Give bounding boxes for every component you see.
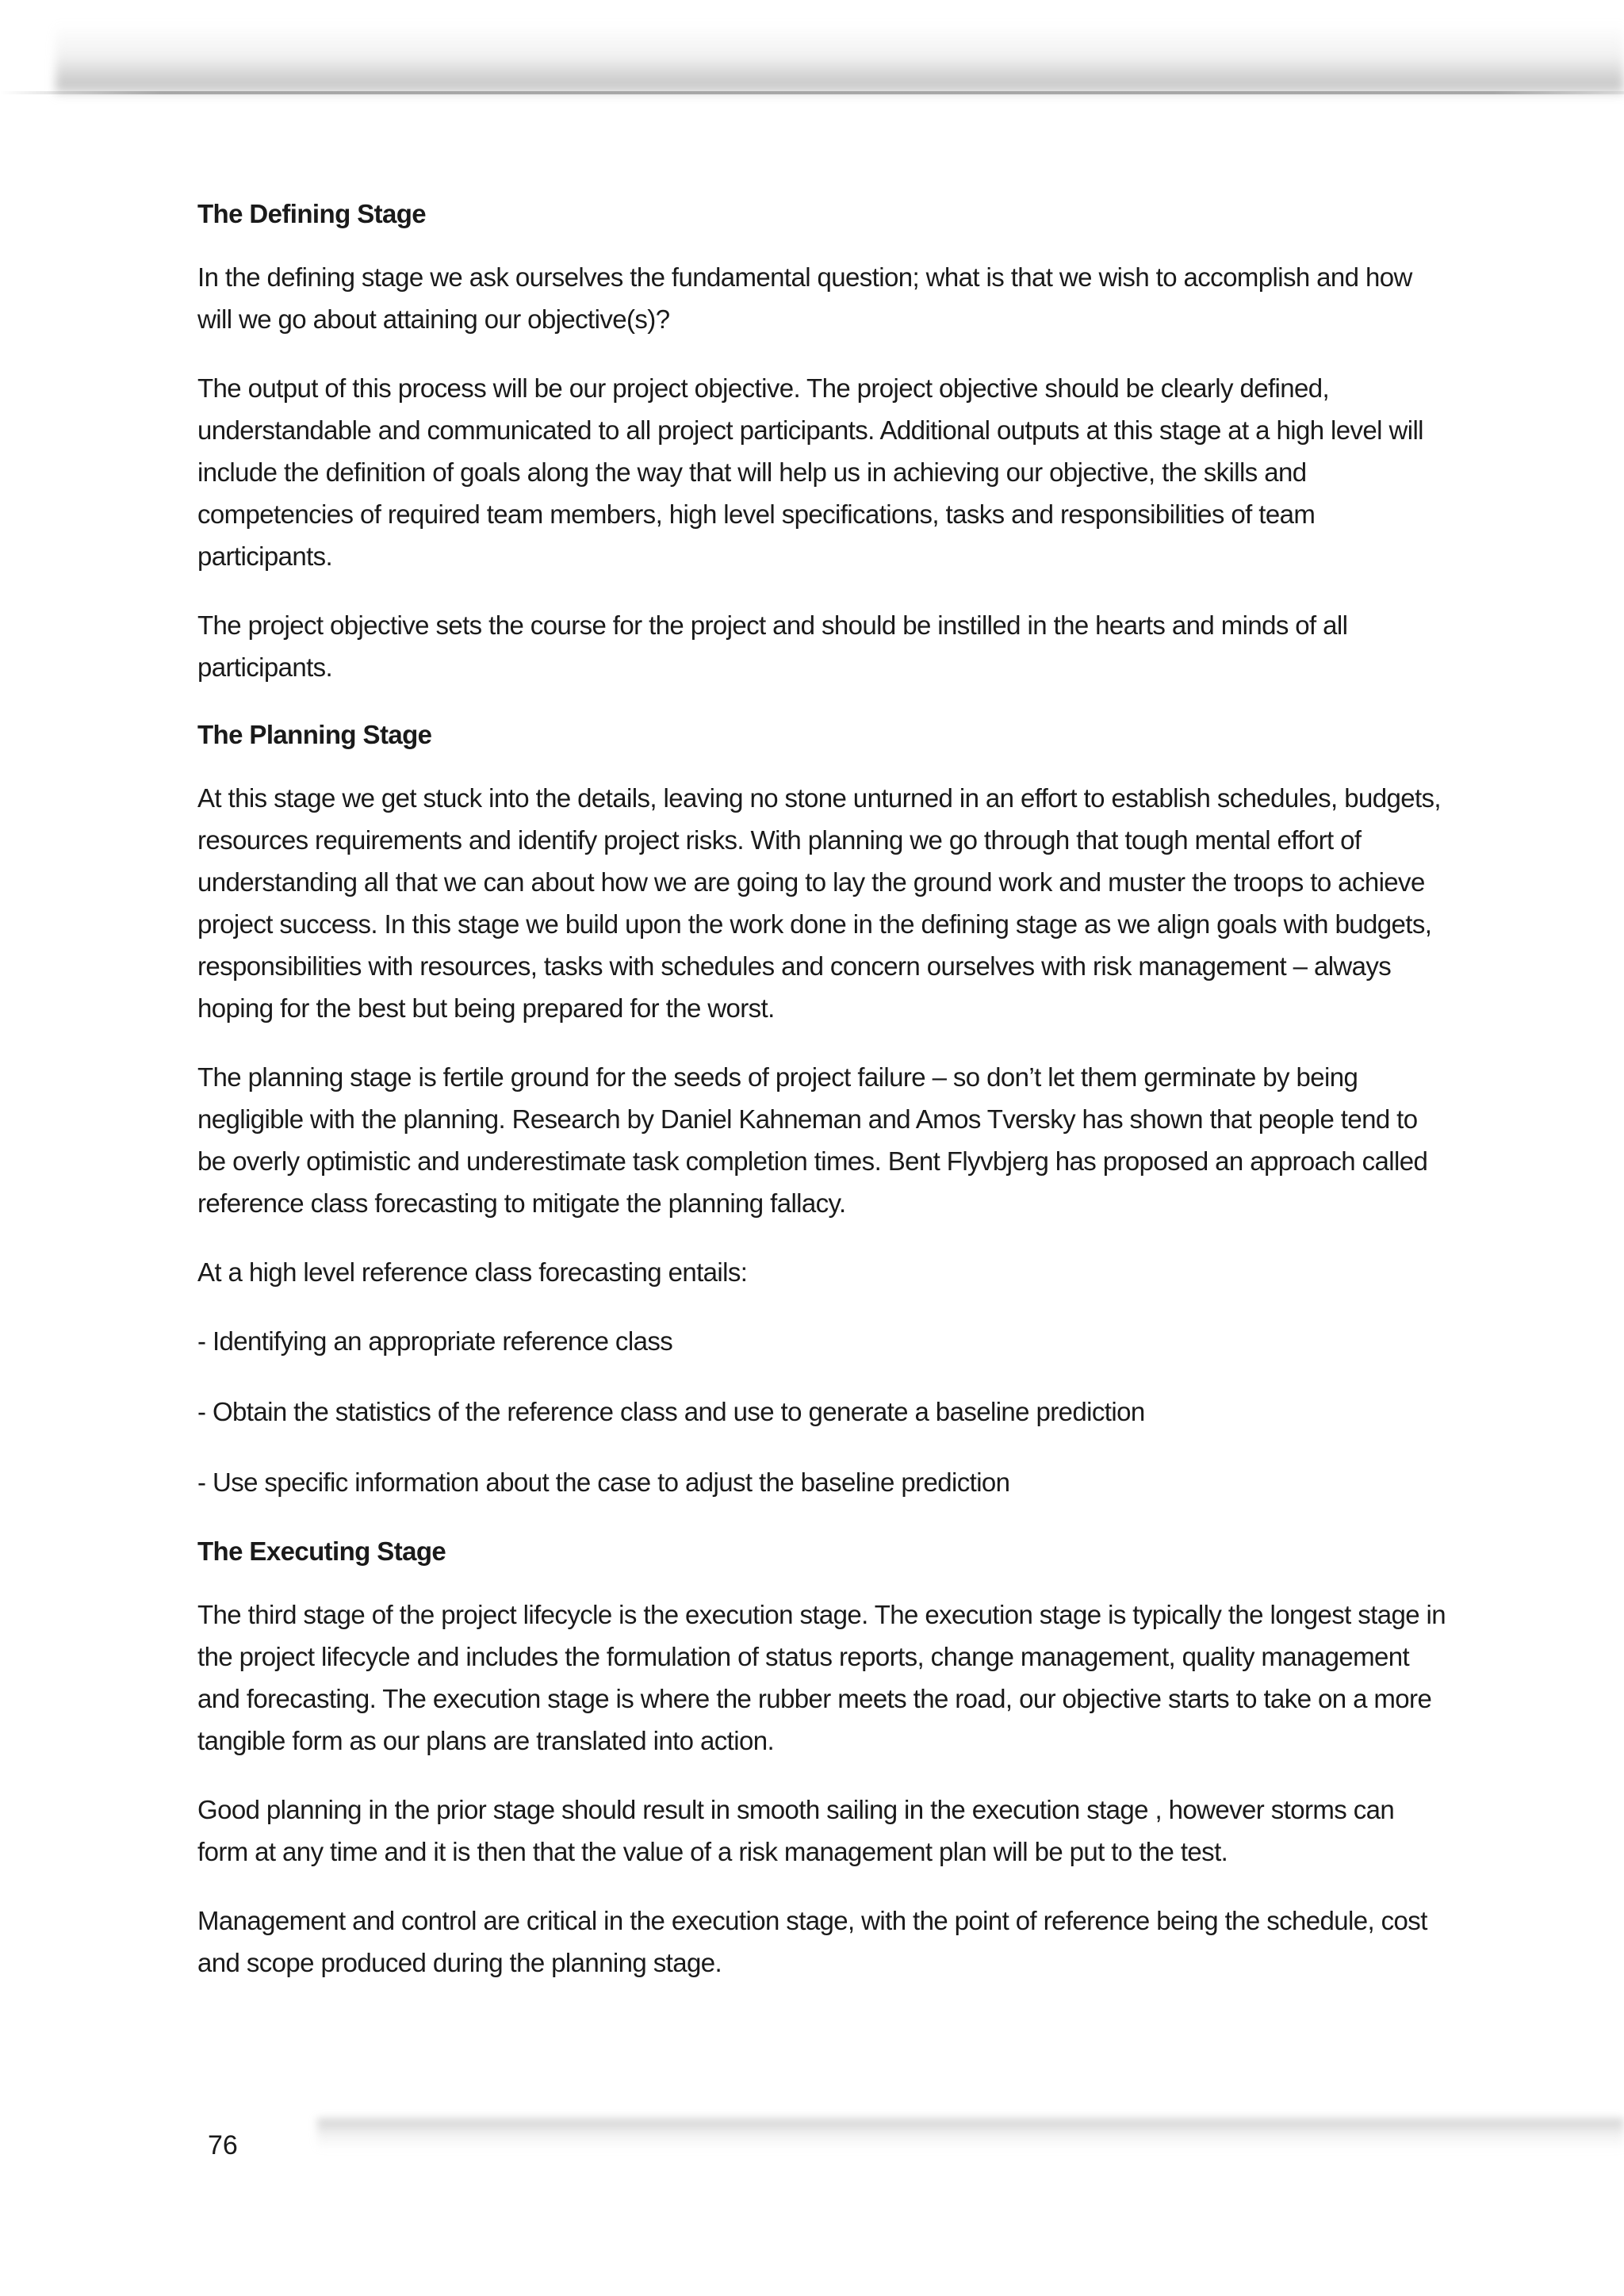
paragraph: At this stage we get stuck into the details, leaving no stone unturned in an effort to establish schedules, budgets, resources requirements and identify project risks. With planning we go through that tough mental effort of understanding all that we can about how we are going to lay the ground work and muster the troops to achieve project success. In this stage we build upon the work done in the defining stage as we align goals with budgets, responsibilities with resources, tasks with schedules and concern ourselves with risk management – always hoping for the best but being prepared for the worst.: [197, 783, 1441, 1023]
section-defining-stage: [197, 194, 1450, 688]
page-content: [197, 194, 1450, 2011]
paragraph: The third stage of the project lifecycle is the execution stage. The execution stage is typically the longest stage in the project lifecycle and includes the formulation of status reports, change management, quality management and forecasting. The execution stage is where the rubber meets the road, our objective starts to take on a more tangible form as our plans are translated into action.: [197, 1600, 1446, 1755]
section-heading: The Defining Stage: [197, 199, 427, 228]
section-heading: The Planning Stage: [197, 720, 432, 749]
paragraph: The output of this process will be our project objective. The project objective should be clearly defined, understandable and communicated to all project participants. Additional outputs at this stage at a high level will include the definition of goals along the way that will help us in achieving our objective, the skills and competencies of required team members, high level specifications, tasks and responsibilities of team participants.: [197, 373, 1423, 571]
paragraph: The project objective sets the course for the project and should be instilled in the hearts and minds of all participants.: [197, 610, 1348, 682]
paragraph: Management and control are critical in the execution stage, with the point of reference being the schedule, cost and scope produced during the planning stage.: [197, 1906, 1427, 1977]
page-top-shadow: [56, 24, 1624, 95]
page-top-edge: [0, 91, 1624, 94]
paragraph: At a high level reference class forecasting entails:: [197, 1257, 748, 1287]
paragraph: Good planning in the prior stage should result in smooth sailing in the execution stage , however storms can form at any time and it is then that the value of a risk management plan will be put to the test.: [197, 1795, 1395, 1866]
section-planning-stage: [197, 715, 1450, 1503]
list-item: - Obtain the statistics of the reference class and use to generate a baseline prediction: [197, 1397, 1145, 1426]
page-number: 76: [208, 2130, 238, 2160]
list-item: - Identifying an appropriate reference class: [197, 1326, 673, 1356]
list-item: - Use specific information about the case to adjust the baseline prediction: [197, 1468, 1010, 1497]
page-bottom-shadow: [317, 2118, 1624, 2150]
paragraph: In the defining stage we ask ourselves the fundamental question; what is that we wish to accomplish and how will we go about attaining our objective(s)?: [197, 262, 1412, 334]
paragraph: The planning stage is fertile ground for the seeds of project failure – so don’t let them germinate by being negligible with the planning. Research by Daniel Kahneman and Amos Tversky has shown that people tend to be overly optimistic and underestimate task completion times. Bent Flyvbjerg has proposed an approach called reference class forecasting to mitigate the planning fallacy.: [197, 1062, 1428, 1218]
section-executing-stage: [197, 1532, 1450, 1984]
section-heading: The Executing Stage: [197, 1536, 446, 1566]
